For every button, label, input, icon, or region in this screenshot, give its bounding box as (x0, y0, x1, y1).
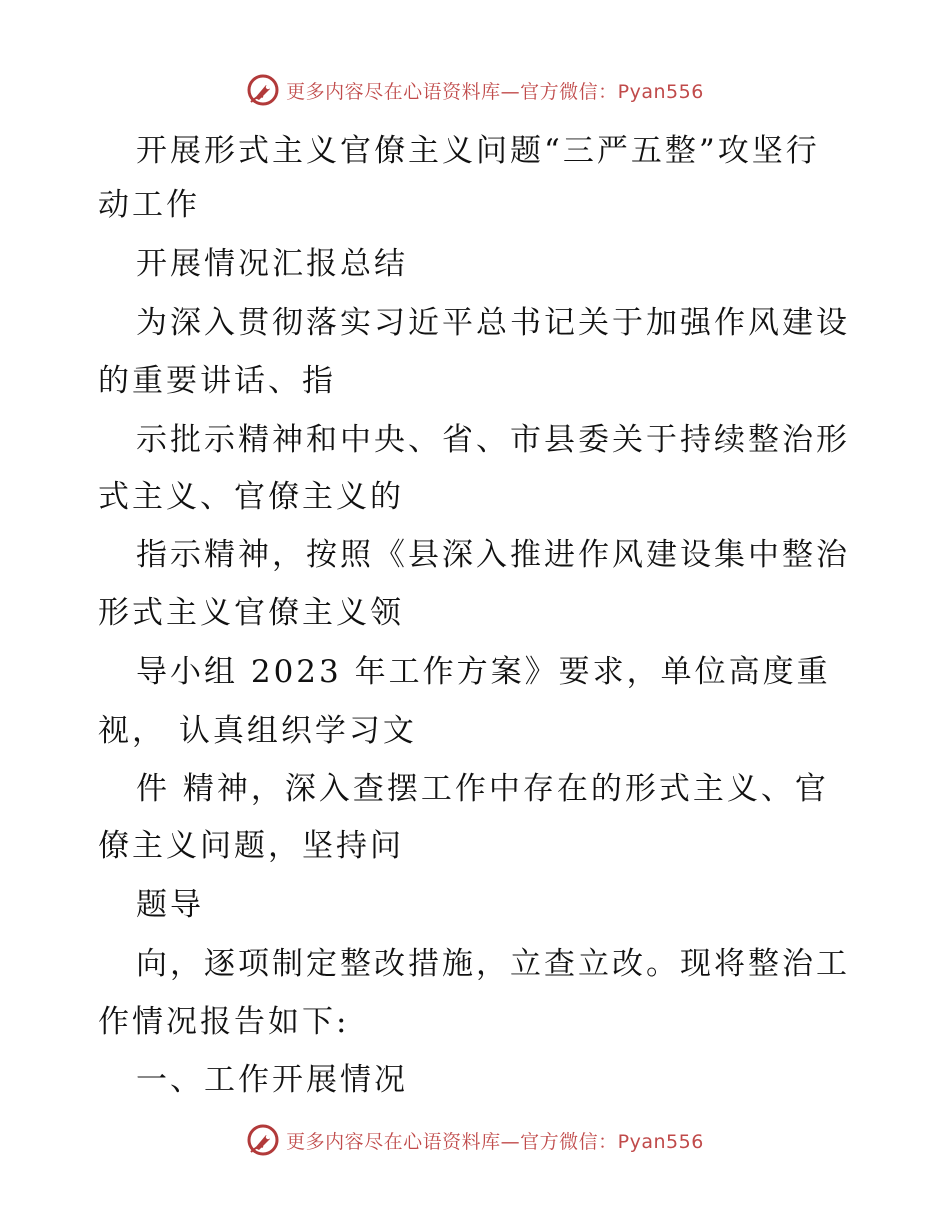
text-line: 作情况报告如下: (98, 1004, 350, 1040)
text-line: 的重要讲话、指 (98, 363, 336, 399)
header-banner-text: 更多内容尽在心语资料库—官方微信：Pyan556 (286, 80, 704, 103)
text-line: 题导 (136, 887, 204, 923)
text-line: 示批示精神和中央、省、市县委关于持续整治形 (136, 422, 850, 458)
text-line: 形式主义官僚主义领 (98, 595, 404, 631)
text-line: 为深入贯彻落实习近平总书记关于加强作风建设 (136, 305, 850, 341)
text-line: 一、工作开展情况 (136, 1062, 408, 1098)
text-line: 僚主义问题，坚持问 (98, 828, 404, 864)
text-line: 开展形式主义官僚主义问题“三严五整”攻坚行 (136, 133, 820, 169)
text-line: 视， 认真组织学习文 (98, 713, 417, 749)
footer-banner (0, 1120, 950, 1160)
text-line: 导小组 2023 年工作方案》要求，单位高度重 (136, 654, 831, 690)
pen-nib-logo-icon (246, 73, 280, 107)
header-banner (0, 70, 950, 110)
text-line: 指示精神，按照《县深入推进作风建设集中整治 (136, 537, 850, 573)
text-line: 向，逐项制定整改措施，立查立改。现将整治工 (136, 946, 850, 982)
text-line: 动工作 (98, 187, 200, 223)
text-line: 式主义、官僚主义的 (98, 479, 404, 515)
pen-nib-logo-icon (246, 1123, 280, 1157)
footer-banner-text: 更多内容尽在心语资料库—官方微信：Pyan556 (286, 1130, 704, 1153)
text-line: 件 精神，深入查摆工作中存在的形式主义、官 (136, 771, 829, 807)
text-line: 开展情况汇报总结 (136, 246, 408, 282)
